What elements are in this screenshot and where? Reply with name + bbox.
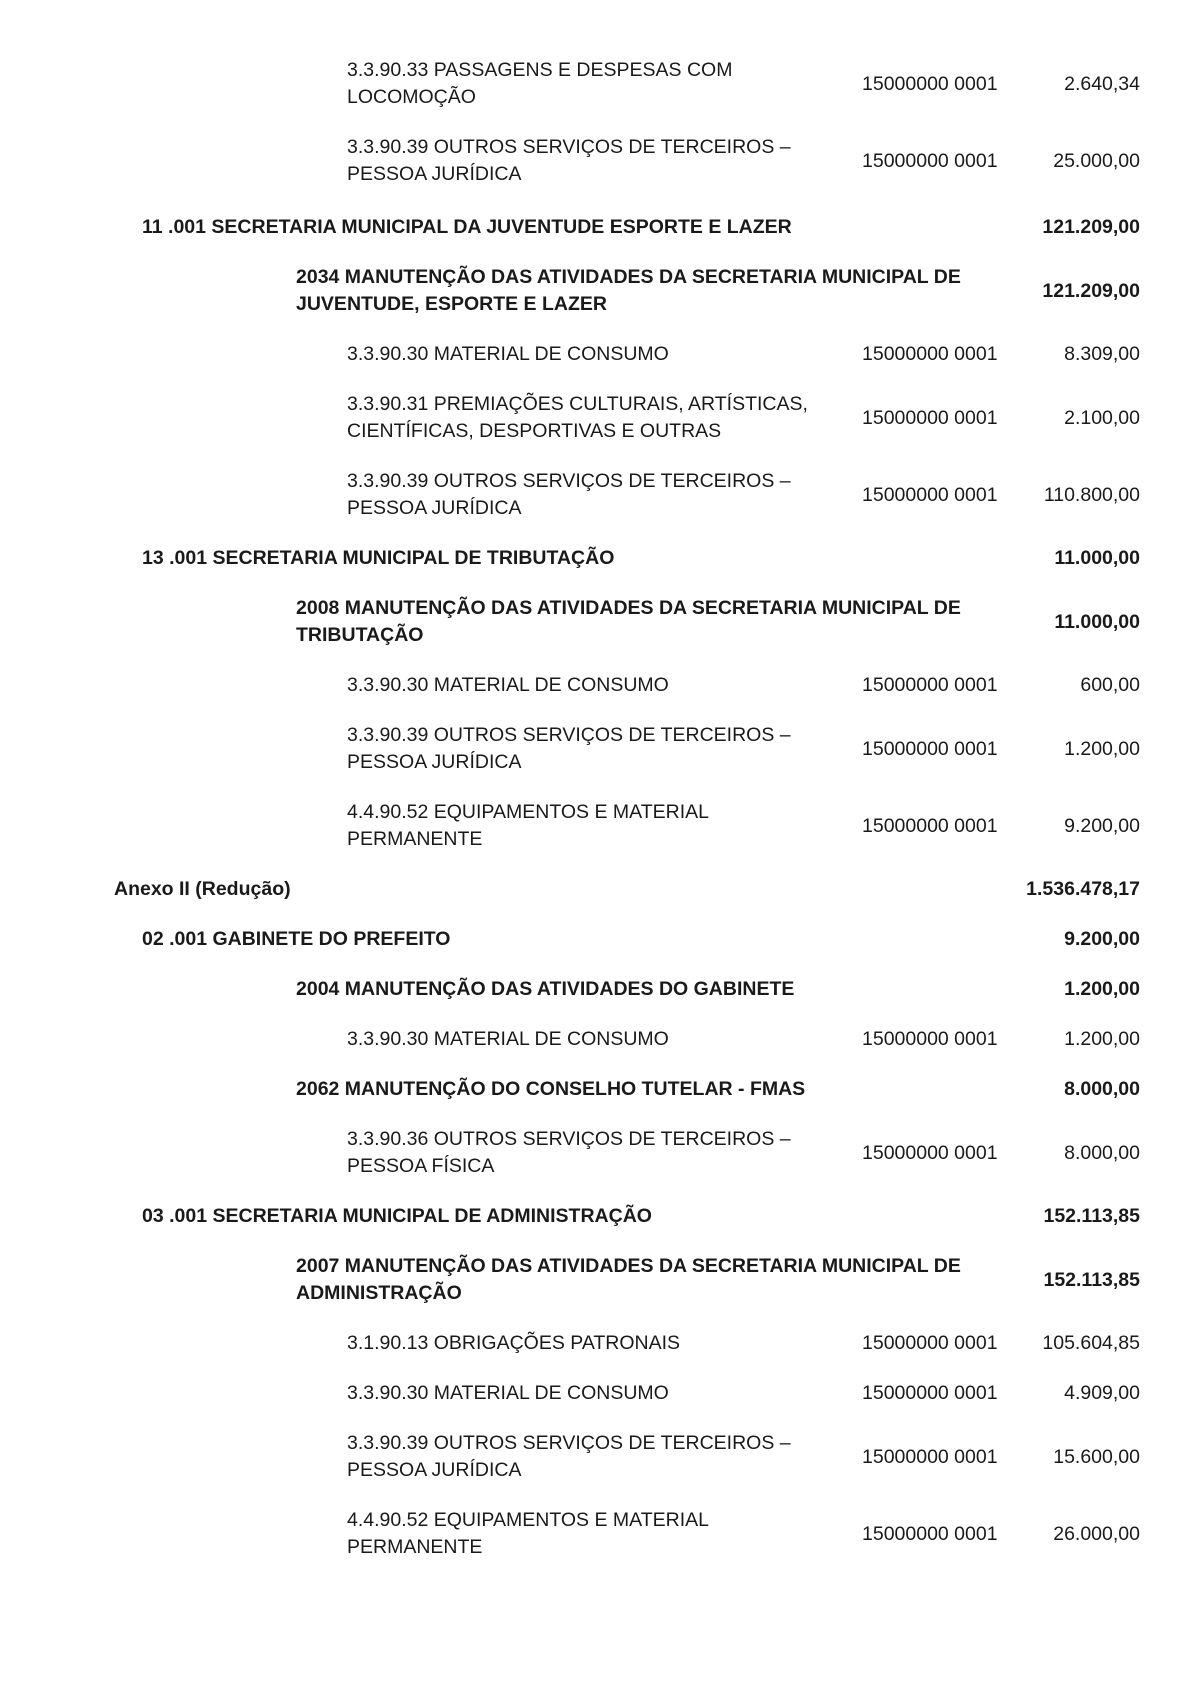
table-row	[0, 876, 1200, 903]
table-row	[0, 341, 1200, 368]
row-value: 8.309,00	[1064, 343, 1140, 365]
table-row	[0, 214, 1200, 241]
row-description: 3.3.90.39 OUTROS SERVIÇOS DE TERCEIROS – PESSOA JURÍDICA	[347, 470, 791, 519]
row-source: 15000000 0001	[862, 483, 998, 506]
row-description: 03 .001 SECRETARIA MUNICIPAL DE ADMINISTRAÇÃO	[142, 1205, 652, 1227]
row-value: 4.909,00	[1064, 1382, 1140, 1404]
row-description: 4.4.90.52 EQUIPAMENTOS E MATERIAL PERMANENTE	[347, 1509, 709, 1558]
row-value: 11.000,00	[1054, 547, 1140, 569]
row-description: 3.3.90.30 MATERIAL DE CONSUMO	[347, 343, 669, 365]
row-source: 15000000 0001	[862, 406, 998, 429]
row-value: 152.113,85	[1043, 1268, 1140, 1291]
row-description: 2008 MANUTENÇÃO DAS ATIVIDADES DA SECRETARIA MUNICIPAL DE TRIBUTAÇÃO	[296, 597, 961, 646]
table-row	[0, 799, 1200, 853]
table-row	[0, 976, 1200, 1003]
row-description: 3.3.90.30 MATERIAL DE CONSUMO	[347, 1028, 669, 1050]
row-value: 25.000,00	[1053, 149, 1140, 172]
row-value: 600,00	[1080, 674, 1140, 696]
row-description: Anexo II (Redução)	[114, 878, 291, 900]
row-description: 3.3.90.39 OUTROS SERVIÇOS DE TERCEIROS – PESSOA JURÍDICA	[347, 724, 791, 773]
table-row	[0, 545, 1200, 572]
row-source: 15000000 0001	[862, 674, 998, 696]
row-value: 1.536.478,17	[1026, 878, 1140, 900]
row-source: 15000000 0001	[862, 1522, 998, 1545]
budget-table	[0, 57, 1200, 1584]
row-source: 15000000 0001	[862, 1382, 998, 1404]
row-description: 4.4.90.52 EQUIPAMENTOS E MATERIAL PERMANENTE	[347, 801, 709, 850]
row-value: 8.000,00	[1064, 1078, 1140, 1100]
row-description: 3.3.90.39 OUTROS SERVIÇOS DE TERCEIROS – PESSOA JURÍDICA	[347, 1432, 791, 1481]
row-description: 2007 MANUTENÇÃO DAS ATIVIDADES DA SECRETARIA MUNICIPAL DE ADMINISTRAÇÃO	[296, 1255, 961, 1304]
table-row	[0, 1026, 1200, 1053]
row-description: 3.3.90.31 PREMIAÇÕES CULTURAIS, ARTÍSTICAS, CIENTÍFICAS, DESPORTIVAS E OUTRAS	[347, 393, 808, 442]
row-value: 152.113,85	[1043, 1205, 1140, 1227]
table-row	[0, 134, 1200, 188]
table-row	[0, 57, 1200, 111]
table-row	[0, 1380, 1200, 1407]
row-source: 15000000 0001	[862, 343, 998, 365]
table-row	[0, 1076, 1200, 1103]
row-description: 3.1.90.13 OBRIGAÇÕES PATRONAIS	[347, 1332, 681, 1354]
row-value: 8.000,00	[1064, 1141, 1140, 1164]
row-value: 121.209,00	[1042, 279, 1140, 302]
row-description: 2034 MANUTENÇÃO DAS ATIVIDADES DA SECRETARIA MUNICIPAL DE JUVENTUDE, ESPORTE E LAZER	[296, 266, 961, 315]
table-row	[0, 264, 1200, 318]
row-description: 3.3.90.39 OUTROS SERVIÇOS DE TERCEIROS – PESSOA JURÍDICA	[347, 136, 791, 185]
row-source: 15000000 0001	[862, 72, 998, 95]
row-source: 15000000 0001	[862, 1445, 998, 1468]
table-row	[0, 926, 1200, 953]
row-source: 15000000 0001	[862, 1141, 998, 1164]
table-row	[0, 722, 1200, 776]
row-source: 15000000 0001	[862, 1332, 998, 1354]
row-value: 121.209,00	[1042, 216, 1140, 238]
row-value: 1.200,00	[1064, 1028, 1140, 1050]
row-source: 15000000 0001	[862, 1028, 998, 1050]
row-value: 1.200,00	[1064, 737, 1140, 760]
row-value: 110.800,00	[1043, 483, 1140, 506]
row-description: 3.3.90.33 PASSAGENS E DESPESAS COM LOCOMOÇÃO	[347, 59, 733, 108]
table-row	[0, 672, 1200, 699]
row-description: 2004 MANUTENÇÃO DAS ATIVIDADES DO GABINETE	[296, 978, 795, 1000]
table-row	[0, 595, 1200, 649]
row-description: 13 .001 SECRETARIA MUNICIPAL DE TRIBUTAÇÃO	[142, 547, 615, 569]
row-source: 15000000 0001	[862, 737, 998, 760]
row-value: 9.200,00	[1064, 928, 1140, 950]
row-description: 3.3.90.36 OUTROS SERVIÇOS DE TERCEIROS – PESSOA FÍSICA	[347, 1128, 791, 1177]
row-value: 2.640,34	[1064, 72, 1140, 95]
row-description: 3.3.90.30 MATERIAL DE CONSUMO	[347, 1382, 669, 1404]
row-description: 3.3.90.30 MATERIAL DE CONSUMO	[347, 674, 669, 696]
row-value: 105.604,85	[1042, 1332, 1140, 1354]
table-row	[0, 1507, 1200, 1561]
table-row	[0, 1126, 1200, 1180]
row-value: 9.200,00	[1064, 814, 1140, 837]
row-description: 11 .001 SECRETARIA MUNICIPAL DA JUVENTUDE ESPORTE E LAZER	[142, 216, 792, 238]
row-description: 02 .001 GABINETE DO PREFEITO	[142, 928, 451, 950]
row-value: 15.600,00	[1053, 1445, 1140, 1468]
row-description: 2062 MANUTENÇÃO DO CONSELHO TUTELAR - FMAS	[296, 1078, 806, 1100]
row-source: 15000000 0001	[862, 814, 998, 837]
table-row	[0, 468, 1200, 522]
table-row	[0, 1203, 1200, 1230]
row-value: 2.100,00	[1064, 406, 1140, 429]
table-row	[0, 1253, 1200, 1307]
table-row	[0, 1330, 1200, 1357]
row-value: 11.000,00	[1054, 610, 1140, 633]
table-row	[0, 1430, 1200, 1484]
row-value: 1.200,00	[1064, 978, 1140, 1000]
row-source: 15000000 0001	[862, 149, 998, 172]
row-value: 26.000,00	[1053, 1522, 1140, 1545]
table-row	[0, 391, 1200, 445]
